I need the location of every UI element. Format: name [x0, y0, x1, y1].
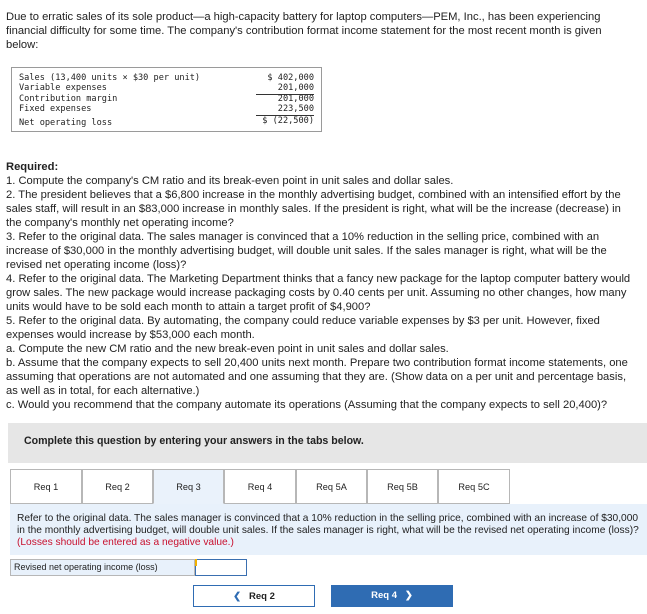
income-statement: [11, 67, 322, 132]
stmt-row-value: $ (22,500): [262, 116, 314, 126]
question-body: Refer to the original data. The sales manager is convinced that a 10% reduction in the selling price, combined with an increase of $30,000 in the monthly advertising budget, will double unit sales. If the sales manager is right, what will be the revised net operating income (loss)?: [17, 513, 639, 536]
answer-label: Revised net operating income (loss): [10, 559, 195, 576]
tab-req-1[interactable]: Req 1: [10, 469, 82, 504]
requirement-item: 2. The president believes that a $6,800 increase in the monthly advertising budget, combined with an intensified effort by the sales staff, will result in an $83,000 increase in monthly sales. If the president is right, what will be the increase (decrease) in the company's monthly net operating income?: [6, 189, 621, 229]
requirement-item: 1. Compute the company's CM ratio and its break-even point in unit sales and dollar sales.: [6, 175, 454, 187]
requirement-item: 5. Refer to the original data. By automating, the company could reduce variable expenses by $3 per unit. However, fixed expenses would increase by $53,000 each month.: [6, 315, 600, 341]
question-panel: [10, 504, 647, 555]
stmt-row-value: $ 402,000: [267, 73, 314, 83]
tab-req-3[interactable]: Req 3: [153, 469, 224, 504]
tab-req-5b[interactable]: Req 5B: [367, 469, 438, 504]
instructions-bar: [8, 423, 647, 463]
requirement-item: a. Compute the new CM ratio and the new break-even point in unit sales and dollar sales.: [6, 343, 449, 355]
stmt-row-label: Variable expenses: [19, 83, 107, 93]
input-flag-marker: [195, 559, 197, 566]
requirement-item: 3. Refer to the original data. The sales manager is convinced that a 10% reduction in the selling price, combined with an increase of $30,000 in the monthly advertising budget, will double unit sales. If the sales manager is right, what will be the revised net operating income (loss)?: [6, 231, 607, 271]
tab-req-5a[interactable]: Req 5A: [296, 469, 367, 504]
stmt-row-label: Contribution margin: [19, 94, 118, 104]
chevron-right-icon: ❯: [404, 590, 413, 601]
next-req-label: Req 4: [371, 590, 397, 601]
required-heading: Required:: [6, 161, 59, 173]
next-req-button[interactable]: [331, 585, 453, 607]
requirement-item: c. Would you recommend that the company automate its operations (Assuming that the company expects to sell 20,400)?: [6, 399, 608, 411]
requirement-item: b. Assume that the company expects to sell 20,400 units next month. Prepare two contribution format income statements, one assuming that operations are not automated and one assuming that they are. (Show data on a per unit and percentage basis, as well as in total, for each alternative.): [6, 357, 628, 397]
question-text: [17, 513, 642, 549]
requirement-item: 4. Refer to the original data. The Marketing Department thinks that a fancy new package for the laptop computer battery would grow sales. The new package would increase packaging costs by 0.40 cents per unit. Assuming no other changes, how many units would have to be sold each month to attain a target profit of $4,900?: [6, 273, 631, 313]
prev-req-label: Req 2: [249, 591, 275, 602]
chevron-left-icon: ❮: [233, 591, 242, 602]
stmt-row-label: Sales (13,400 units × $30 per unit): [19, 73, 201, 83]
stmt-row-label: Fixed expenses: [19, 104, 92, 114]
stmt-row-value: 201,000: [256, 83, 314, 95]
problem-intro: Due to erratic sales of its sole product—a high-capacity battery for laptop computers—PEM, Inc., has been experiencing financial difficulty for some time. The company's contribution format income statement for the most recent month is given below:: [6, 11, 602, 51]
stmt-row-value: 201,000: [277, 94, 314, 104]
requirements-list: [6, 174, 636, 412]
revised-noi-input[interactable]: [195, 559, 247, 576]
negative-value-note: (Losses should be entered as a negative value.): [17, 537, 234, 548]
tab-req-4[interactable]: Req 4: [224, 469, 296, 504]
instructions-text: Complete this question by entering your answers in the tabs below.: [24, 435, 364, 447]
tab-req-5c[interactable]: Req 5C: [438, 469, 510, 504]
stmt-row-value: 223,500: [256, 104, 314, 116]
stmt-row-label: Net operating loss: [19, 118, 113, 128]
prev-req-button[interactable]: [193, 585, 315, 607]
tab-req-2[interactable]: Req 2: [82, 469, 153, 504]
